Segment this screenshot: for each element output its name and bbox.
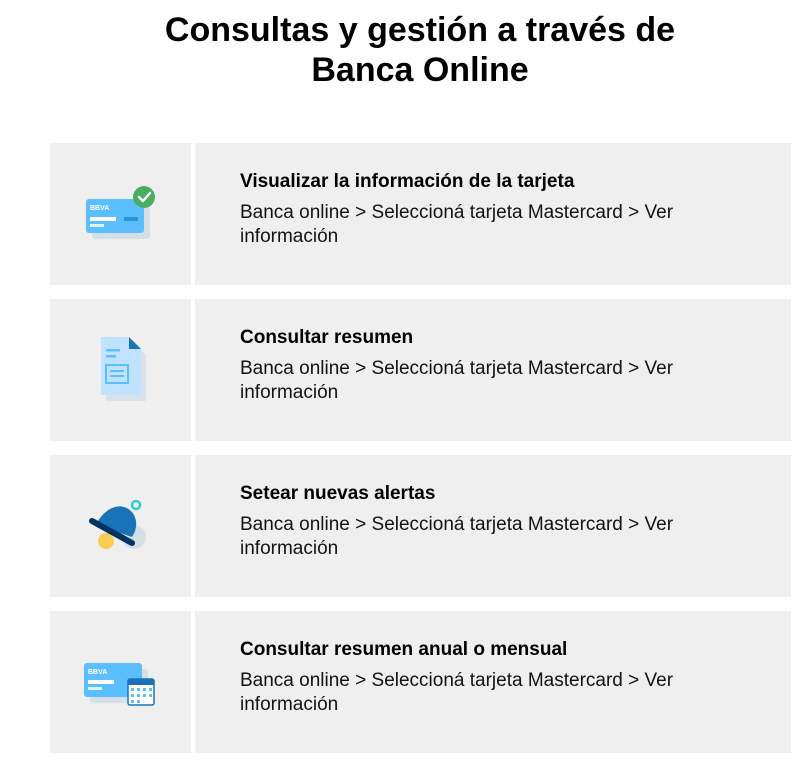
icon-cell [50, 143, 191, 285]
info-card-view-card-info [50, 143, 791, 285]
card-navigation-path: Banca online > Seleccioná tarjeta Mastercard > Ver información [240, 358, 674, 403]
card-calendar-icon [76, 647, 166, 717]
card-brand-text: BBVA [87, 669, 107, 676]
page-title-line-1: Consultas y gestión a través de [164, 11, 676, 49]
credit-card-check-icon [76, 179, 166, 249]
info-card-consult-summary [50, 299, 791, 441]
icon-cell [50, 299, 191, 441]
icon-cell [50, 611, 191, 753]
text-cell [195, 299, 791, 441]
icon-cell [50, 455, 191, 597]
card-brand-text: BBVA [89, 205, 109, 212]
card-title: Consultar resumen [240, 327, 414, 348]
text-cell [195, 611, 791, 753]
card-title: Setear nuevas alertas [240, 483, 436, 504]
card-title: Consultar resumen anual o mensual [240, 639, 568, 660]
info-card-list [50, 143, 791, 767]
card-navigation-path: Banca online > Seleccioná tarjeta Mastercard > Ver información [240, 670, 674, 715]
card-navigation-path: Banca online > Seleccioná tarjeta Mastercard > Ver información [240, 202, 674, 247]
page-title [0, 10, 800, 90]
card-navigation-path: Banca online > Seleccioná tarjeta Mastercard > Ver información [240, 514, 674, 559]
text-cell [195, 143, 791, 285]
bell-alert-icon [76, 481, 166, 571]
card-title: Visualizar la información de la tarjeta [240, 171, 575, 192]
text-cell [195, 455, 791, 597]
info-card-annual-monthly-summary [50, 611, 791, 753]
document-icon [76, 325, 166, 415]
page-title-line-2: Banca Online [311, 51, 529, 89]
info-card-set-alerts [50, 455, 791, 597]
